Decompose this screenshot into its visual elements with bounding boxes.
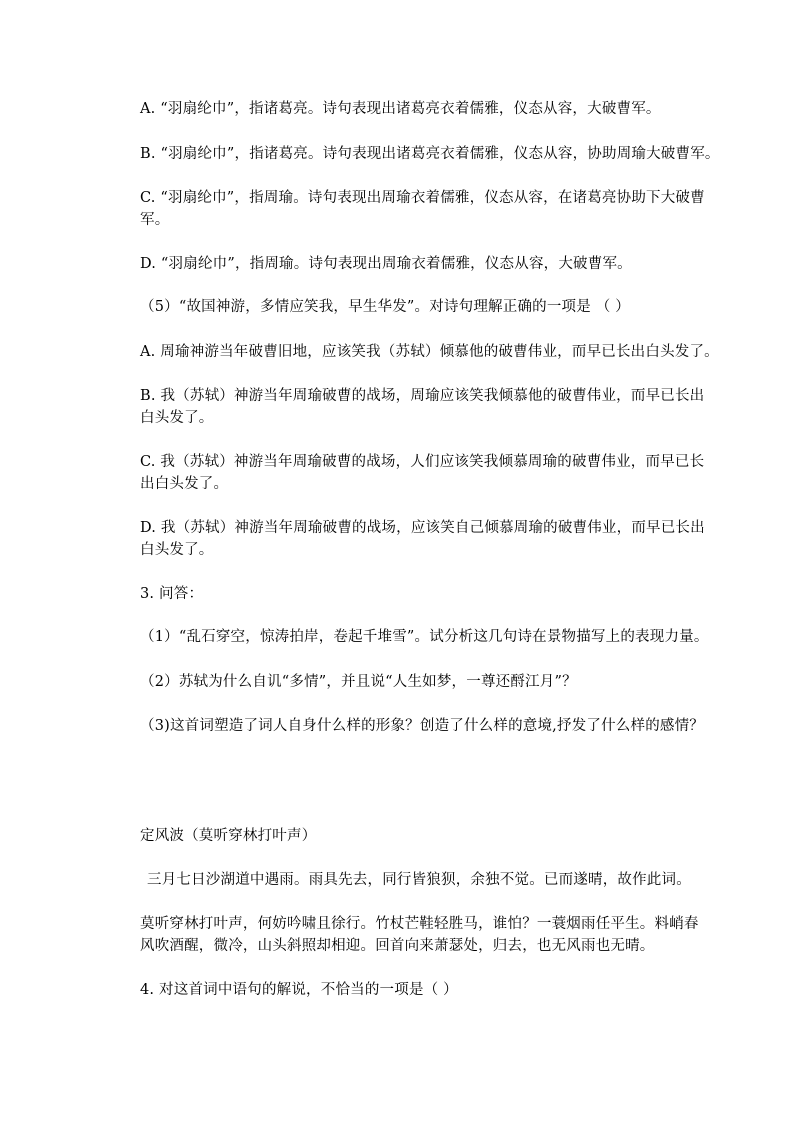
question-3-item-1: （1）“乱石穿空，惊涛拍岸，卷起千堆雪”。试分析这几句诗在景物描写上的表现力量。 bbox=[140, 629, 709, 645]
q5-option-b-line2: 白头发了。 bbox=[140, 410, 214, 426]
question-3-item-3: （3)这首词塑造了词人自身什么样的形象？创造了什么样的意境,抒发了什么样的感情？ bbox=[140, 718, 704, 734]
question-3-heading: 3. 问答： bbox=[140, 586, 204, 602]
option-c-line1: C. “羽扇纶巾”，指周瑜。诗句表现出周瑜衣着儒雅，仪态从容，在诸葛亮协助下大破曹 bbox=[140, 190, 705, 206]
poem-body-line2: 风吹酒醒，微冷，山头斜照却相迎。回首向来萧瑟处，归去，也无风雨也无晴。 bbox=[140, 938, 655, 954]
q5-option-b-line1: B. 我（苏轼）神游当年周瑜破曹的战场，周瑜应该笑我倾慕他的破曹伟业，而早已长出 bbox=[140, 388, 705, 404]
q5-option-c-line2: 出白头发了。 bbox=[140, 476, 229, 492]
question-3-item-2: （2）苏轼为什么自讥“多情”，并且说“人生如梦，一尊还酹江月”？ bbox=[140, 674, 577, 690]
option-c-line2: 军。 bbox=[140, 212, 170, 228]
question-5-stem: （5）“故国神游，多情应笑我，早生华发”。对诗句理解正确的一项是 （ ） bbox=[140, 299, 630, 315]
option-b: B. “羽扇纶巾”，指诸葛亮。诗句表现出诸葛亮衣着儒雅，仪态从容，协助周瑜大破曹军。 bbox=[140, 146, 720, 162]
poem-body-line1: 莫听穿林打叶声，何妨吟啸且徐行。竹杖芒鞋轻胜马，谁怕？一蓑烟雨任平生。料峭春 bbox=[140, 916, 699, 932]
poem-preface: 三月七日沙湖道中遇雨。雨具先去，同行皆狼狈，余独不觉。已而遂晴，故作此词。 bbox=[147, 872, 691, 888]
option-a: A. “羽扇纶巾”，指诸葛亮。诗句表现出诸葛亮衣着儒雅，仪态从容，大破曹军。 bbox=[140, 101, 661, 117]
q5-option-d-line1: D. 我（苏轼）神游当年周瑜破曹的战场，应该笑自己倾慕周瑜的破曹伟业，而早已长出 bbox=[140, 520, 705, 536]
question-4-stem: 4. 对这首词中语句的解说，不恰当的一项是（ ） bbox=[140, 982, 458, 998]
q5-option-a: A. 周瑜神游当年破曹旧地，应该笑我（苏轼）倾慕他的破曹伟业，而早已长出白头发了。 bbox=[140, 344, 719, 360]
q5-option-d-line2: 白头发了。 bbox=[140, 542, 214, 558]
option-d: D. “羽扇纶巾”，指周瑜。诗句表现出周瑜衣着儒雅，仪态从容，大破曹军。 bbox=[140, 256, 632, 272]
q5-option-c-line1: C. 我（苏轼）神游当年周瑜破曹的战场，人们应该笑我倾慕周瑜的破曹伟业，而早已长 bbox=[140, 454, 705, 470]
poem-title: 定风波（莫听穿林打叶声） bbox=[140, 828, 317, 844]
